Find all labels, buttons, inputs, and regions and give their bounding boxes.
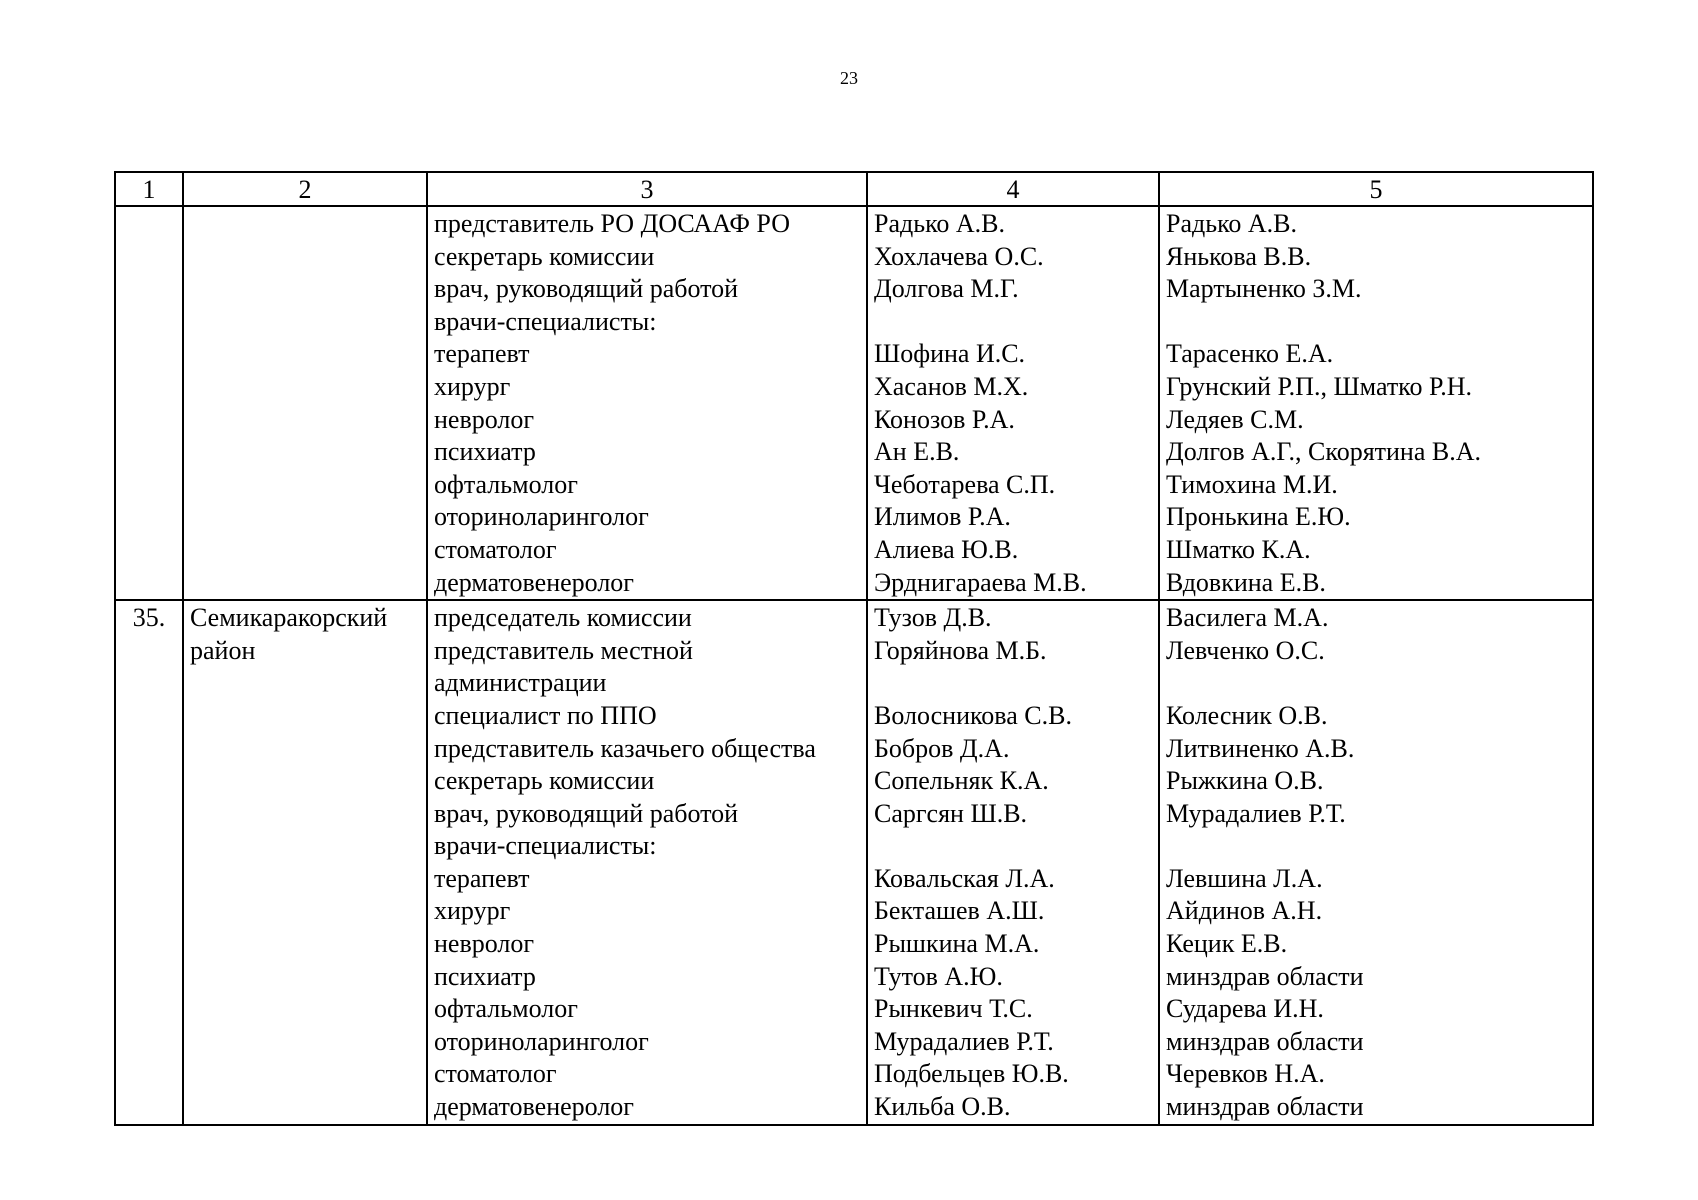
- reserve-member-name: Сударева И.Н.: [1166, 994, 1324, 1024]
- reserve-member-name: Шматко К.А.: [1166, 534, 1311, 564]
- reserve-member-name: Пронькина Е.Ю.: [1166, 502, 1351, 532]
- reserve-member-name: Радько А.В.: [1166, 209, 1298, 238]
- reserve-member-name: Мартыненко З.М.: [1166, 274, 1362, 304]
- main-member-name: Ан Е.В.: [874, 437, 960, 467]
- main-member-name: Алиева Ю.В.: [874, 534, 1019, 564]
- reserve-member-name: минздрав области: [1166, 1026, 1364, 1056]
- role-label: психиатр: [434, 961, 536, 991]
- reserve-member-name: минздрав области: [1166, 1092, 1364, 1122]
- role-label: офтальмолог: [434, 994, 578, 1024]
- main-member-name: Горяйнова М.Б.: [874, 635, 1047, 665]
- column-header-4: 4: [867, 172, 1159, 206]
- main-member-name: Подбельцев Ю.В.: [874, 1059, 1069, 1089]
- district-name: [184, 208, 426, 241]
- main-member-name: Бекташев А.Ш.: [874, 896, 1045, 926]
- role-label: врач, руководящий работой: [434, 274, 739, 304]
- role-label: представитель казачьего общества: [434, 733, 816, 763]
- role-label: стоматолог: [434, 534, 557, 564]
- main-member-cell: [867, 206, 1159, 600]
- reserve-member-cell: [1159, 206, 1593, 600]
- main-member-name: Волосникова С.В.: [874, 700, 1072, 730]
- reserve-member-name: Черевков Н.А.: [1166, 1059, 1325, 1089]
- role-label: дерматовенеролог: [434, 567, 634, 597]
- main-member-name: Хасанов М.Х.: [874, 371, 1029, 401]
- column-header-5: 5: [1159, 172, 1593, 206]
- role-label: невролог: [434, 929, 535, 959]
- reserve-member-name: Левшина Л.А.: [1166, 863, 1323, 893]
- role-label: стоматолог: [434, 1059, 557, 1089]
- reserve-member-name: Литвиненко А.В.: [1166, 733, 1355, 763]
- main-member-name: Долгова М.Г.: [874, 274, 1019, 304]
- table-row: [115, 600, 1593, 1125]
- row-number-cell: [115, 206, 183, 600]
- column-header-2: 2: [183, 172, 427, 206]
- table-row: [115, 206, 1593, 600]
- main-member-name: Рышкина М.А.: [874, 929, 1040, 959]
- column-header-1: 1: [115, 172, 183, 206]
- main-member-name: Кильба О.В.: [874, 1092, 1011, 1122]
- main-member-name: Эрднигараева М.В.: [874, 567, 1087, 597]
- row-number-cell: [115, 600, 183, 1125]
- reserve-member-name: Рыжкина О.В.: [1166, 766, 1324, 796]
- main-member-name: [868, 667, 1158, 700]
- role-label: терапевт: [434, 863, 530, 893]
- role-label: хирург: [434, 896, 511, 926]
- reserve-member-name: Айдинов А.Н.: [1166, 896, 1323, 926]
- district-name: Семикаракорский: [190, 603, 388, 633]
- role-label: терапевт: [434, 339, 530, 369]
- reserve-member-name: Колесник О.В.: [1166, 700, 1328, 730]
- main-member-name: Хохлачева О.С.: [874, 241, 1044, 271]
- role-label: оториноларинголог: [434, 502, 649, 532]
- main-member-name: [868, 830, 1158, 863]
- role-label: психиатр: [434, 437, 536, 467]
- reserve-member-name: Янькова В.В.: [1166, 241, 1312, 271]
- main-member-name: Бобров Д.А.: [874, 733, 1010, 763]
- main-member-name: [868, 306, 1158, 339]
- role-cell: [427, 600, 867, 1125]
- reserve-member-name: Тарасенко Е.А.: [1166, 339, 1334, 369]
- main-member-name: Конозов Р.А.: [874, 404, 1015, 434]
- reserve-member-name: [1160, 667, 1592, 700]
- role-label: врачи-специалисты:: [434, 306, 657, 336]
- reserve-member-name: [1160, 306, 1592, 339]
- district-cell: [183, 600, 427, 1125]
- table-body: [115, 206, 1593, 1125]
- district-cell: [183, 206, 427, 600]
- reserve-member-name: Левченко О.С.: [1166, 635, 1325, 665]
- role-label: администрации: [434, 668, 607, 698]
- reserve-member-name: [1160, 830, 1592, 863]
- main-member-name: Тутов А.Ю.: [874, 961, 1003, 991]
- role-label: оториноларинголог: [434, 1026, 649, 1056]
- role-label: врач, руководящий работой: [434, 798, 739, 828]
- role-label: офтальмолог: [434, 469, 578, 499]
- row-number: 35.: [132, 603, 166, 633]
- table-header-row: [115, 172, 1593, 206]
- role-label: дерматовенеролог: [434, 1092, 634, 1122]
- main-member-name: Чеботарева С.П.: [874, 469, 1056, 499]
- reserve-member-name: Ледяев С.М.: [1166, 404, 1304, 434]
- main-member-name: Рынкевич Т.С.: [874, 994, 1033, 1024]
- row-number: [116, 208, 182, 241]
- main-member-name: Шофина И.С.: [874, 339, 1026, 369]
- role-label: специалист по ППО: [434, 700, 657, 730]
- reserve-member-name: Вдовкина Е.В.: [1166, 567, 1326, 597]
- commission-table: [114, 171, 1594, 1126]
- main-member-name: Саргсян Ш.В.: [874, 798, 1028, 828]
- reserve-member-name: Долгов А.Г., Скорятина В.А.: [1166, 437, 1481, 467]
- main-member-cell: [867, 600, 1159, 1125]
- reserve-member-name: Грунский Р.П., Шматко Р.Н.: [1166, 371, 1472, 401]
- reserve-member-name: Тимохина М.И.: [1166, 469, 1338, 499]
- role-label: секретарь комиссии: [434, 766, 655, 796]
- main-member-name: Мурадалиев Р.Т.: [874, 1026, 1054, 1056]
- main-member-name: Илимов Р.А.: [874, 502, 1011, 532]
- role-label: невролог: [434, 404, 535, 434]
- district-name: район: [190, 635, 256, 665]
- page-number: 23: [840, 68, 858, 88]
- main-member-name: Ковальская Л.А.: [874, 863, 1055, 893]
- main-member-name: Радько А.В.: [874, 209, 1006, 238]
- reserve-member-name: Василега М.А.: [1166, 603, 1329, 633]
- reserve-member-name: минздрав области: [1166, 961, 1364, 991]
- column-header-3: 3: [427, 172, 867, 206]
- role-label: врачи-специалисты:: [434, 831, 657, 861]
- role-label: представитель РО ДОСААФ РО: [434, 209, 790, 238]
- reserve-member-name: Кецик Е.В.: [1166, 929, 1288, 959]
- role-label: хирург: [434, 371, 511, 401]
- role-label: представитель местной: [434, 635, 693, 665]
- role-label: председатель комиссии: [434, 603, 692, 633]
- role-cell: [427, 206, 867, 600]
- main-member-name: Тузов Д.В.: [874, 603, 992, 633]
- main-member-name: Сопельняк К.А.: [874, 766, 1049, 796]
- reserve-member-cell: [1159, 600, 1593, 1125]
- reserve-member-name: Мурадалиев Р.Т.: [1166, 798, 1346, 828]
- role-label: секретарь комиссии: [434, 241, 655, 271]
